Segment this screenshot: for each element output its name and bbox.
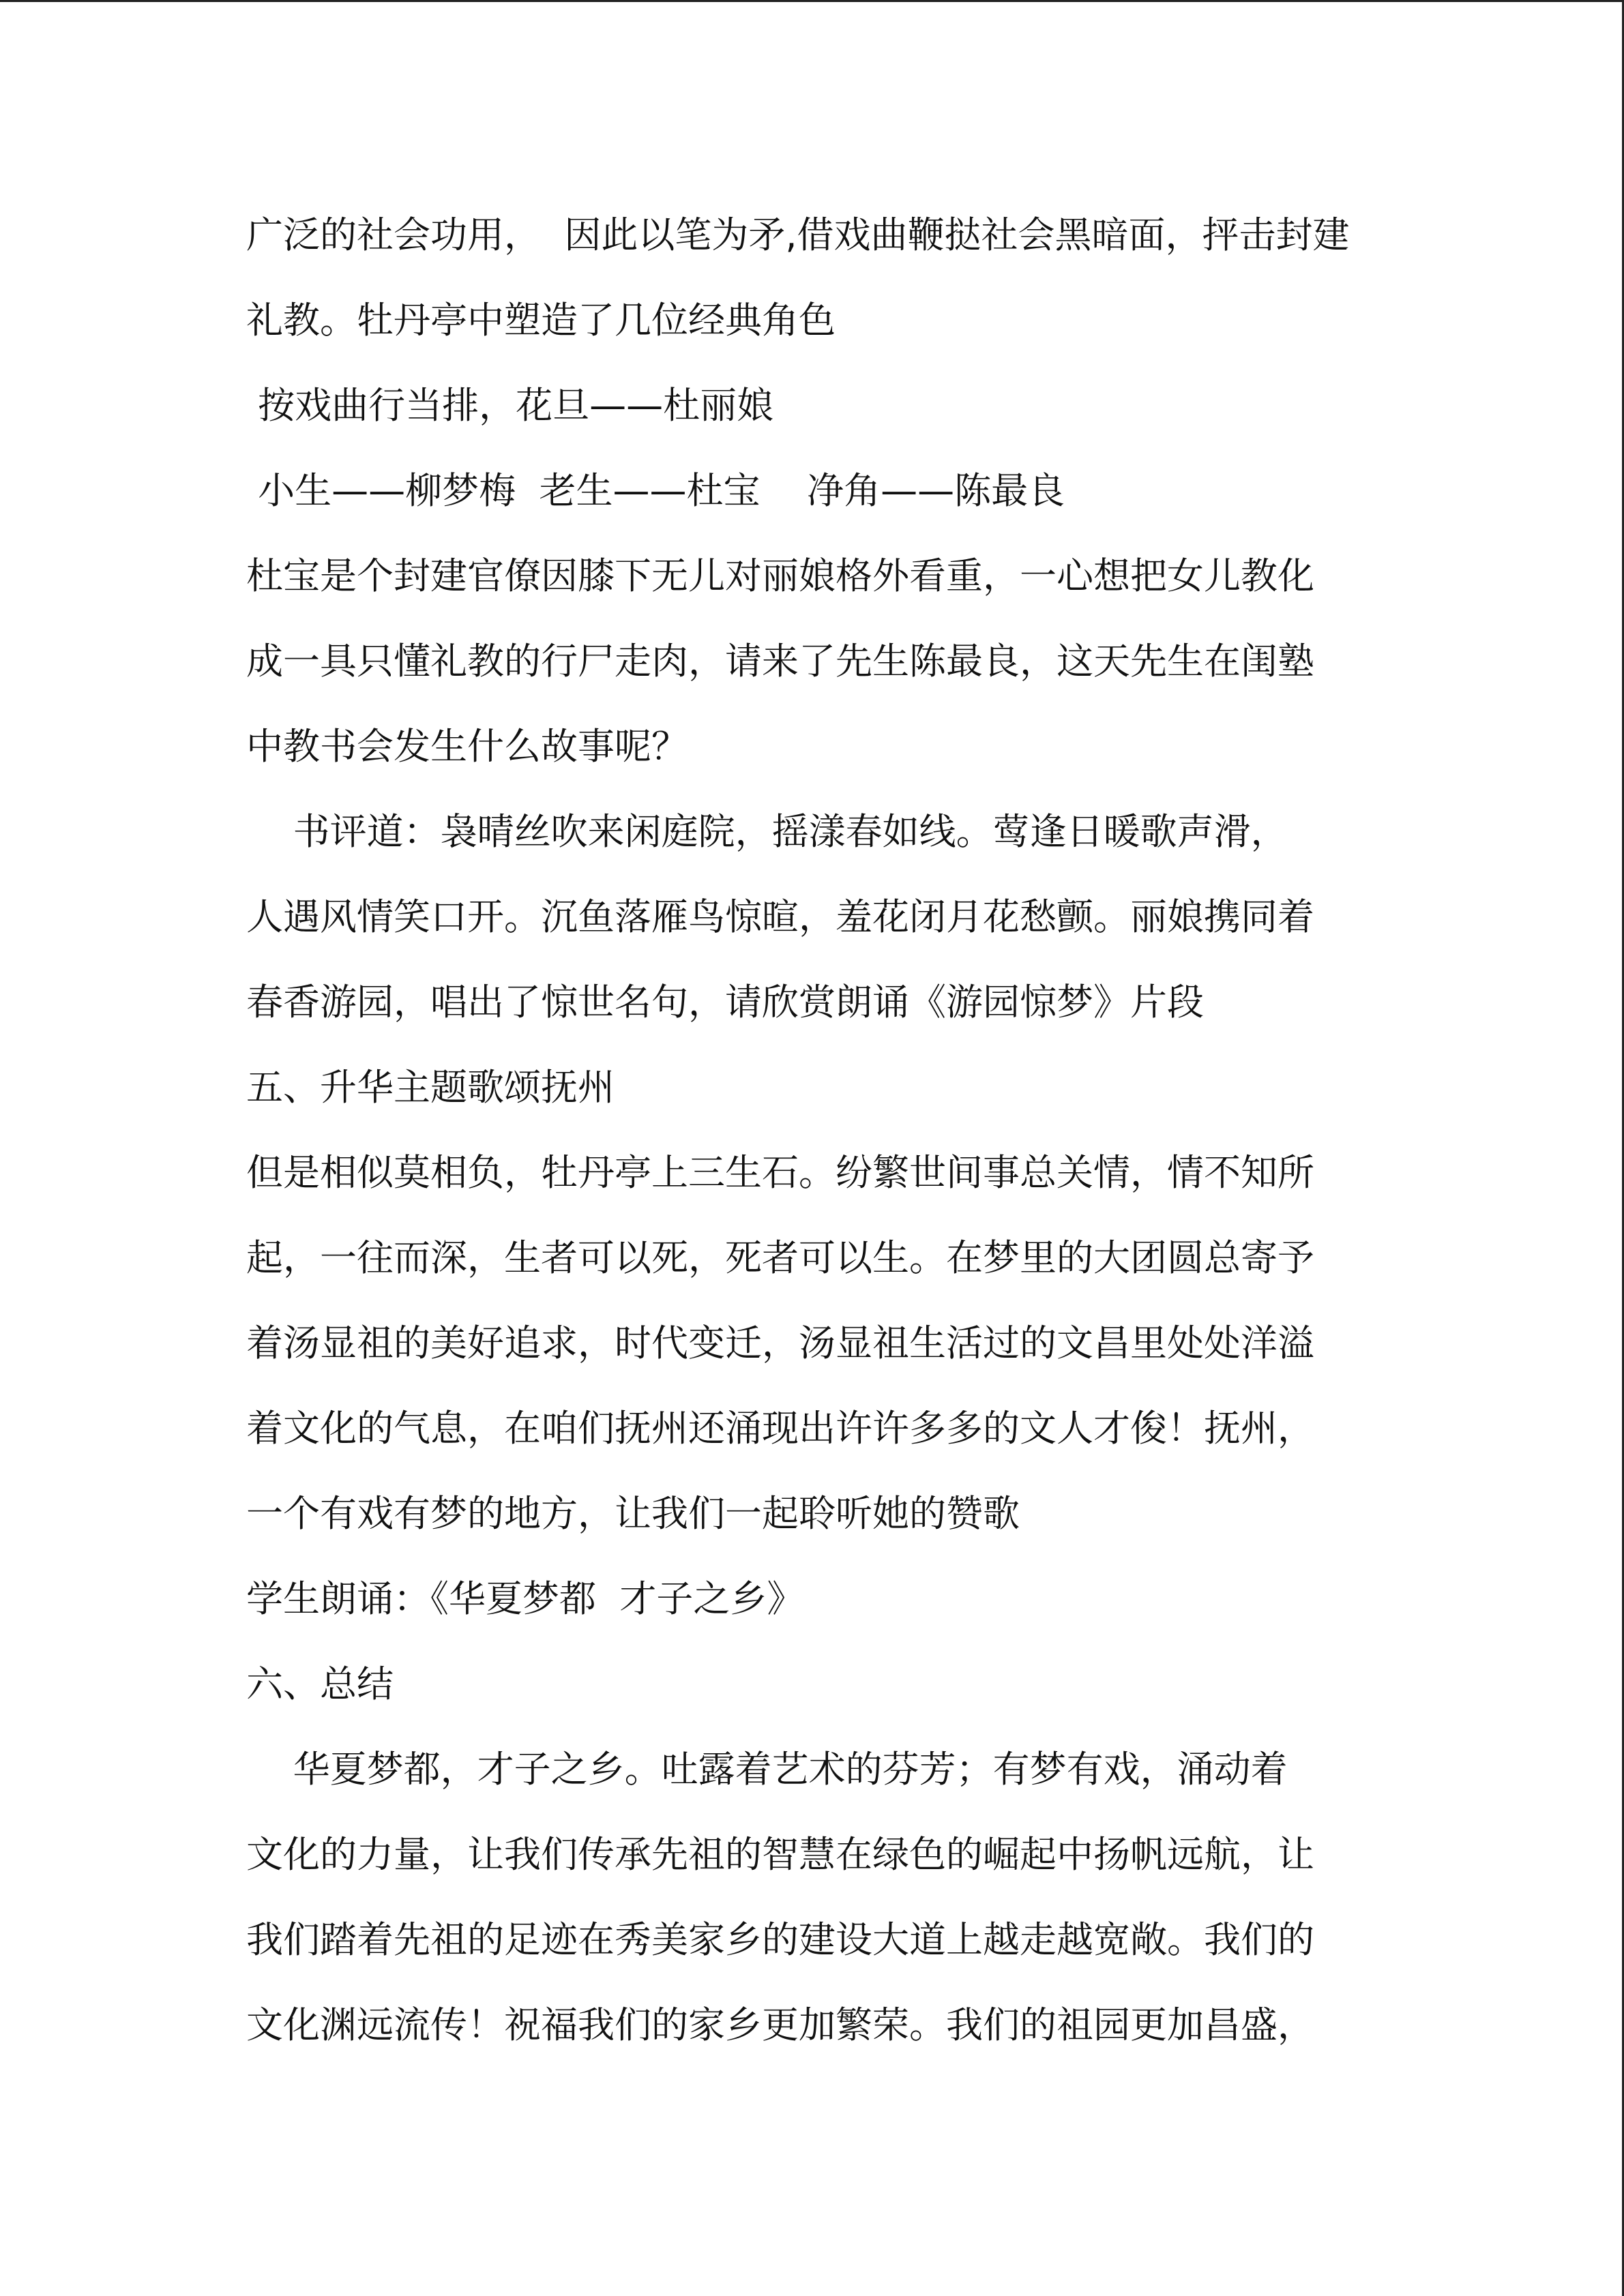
text-line: 中教书会发生什么故事呢？ bbox=[246, 725, 688, 768]
text-line: 华夏梦都，才子之乡。吐露着艺术的芬芳；有梦有戏，涌动着 bbox=[246, 1748, 1288, 1791]
text-line: 我们踏着先祖的足迹在秀美家乡的建设大道上越走越宽敞。我们的 bbox=[246, 1918, 1314, 1961]
section-heading: 六、总结 bbox=[246, 1663, 394, 1705]
text-line: 礼教。牡丹亭中塑造了几位经典角色 bbox=[246, 299, 836, 342]
section-heading: 五、升华主题歌颂抚州 bbox=[246, 1066, 615, 1109]
text-line: 书评道：袅晴丝吹来闲庭院，摇漾春如线。莺逢日暖歌声滑， bbox=[246, 810, 1288, 853]
text-line: 但是相似莫相负，牡丹亭上三生石。纷繁世间事总关情，情不知所 bbox=[246, 1151, 1314, 1194]
text-line: 起，一往而深，生者可以死，死者可以生。在梦里的大团圆总寄予 bbox=[246, 1236, 1314, 1279]
text-line: 学生朗诵：《华夏梦都 才子之乡》 bbox=[246, 1577, 804, 1620]
text-line: 一个有戏有梦的地方，让我们一起聆听她的赞歌 bbox=[246, 1492, 1020, 1535]
text-line: 小生——柳梦梅 老生——杜宝 净角——陈最良 bbox=[246, 469, 1065, 512]
text-line: 成一具只懂礼教的行尸走肉，请来了先生陈最良，这天先生在闺塾 bbox=[246, 640, 1314, 683]
text-line: 人遇风情笑口开。沉鱼落雁鸟惊暄，羞花闭月花愁颤。丽娘携同着 bbox=[246, 895, 1314, 938]
text-line: 文化渊远流传！祝福我们的家乡更加繁荣。我们的祖园更加昌盛， bbox=[246, 2003, 1314, 2046]
text-line: 按戏曲行当排，花旦——杜丽娘 bbox=[246, 384, 774, 427]
text-line: 着汤显祖的美好追求，时代变迁，汤显祖生活过的文昌里处处洋溢 bbox=[246, 1322, 1314, 1365]
text-line: 文化的力量，让我们传承先祖的智慧在绿色的崛起中扬帆远航，让 bbox=[246, 1833, 1314, 1876]
text-line: 杜宝是个封建官僚因膝下无儿对丽娘格外看重，一心想把女儿教化 bbox=[246, 554, 1314, 597]
text-line: 着文化的气息，在咱们抚州还涌现出许许多多的文人才俊！抚州， bbox=[246, 1407, 1314, 1450]
text-line: 春香游园，唱出了惊世名句，请欣赏朗诵《游园惊梦》片段 bbox=[246, 981, 1204, 1024]
text-line: 广泛的社会功用， 因此以笔为矛,借戏曲鞭挞社会黑暗面，抨击封建 bbox=[246, 213, 1350, 256]
